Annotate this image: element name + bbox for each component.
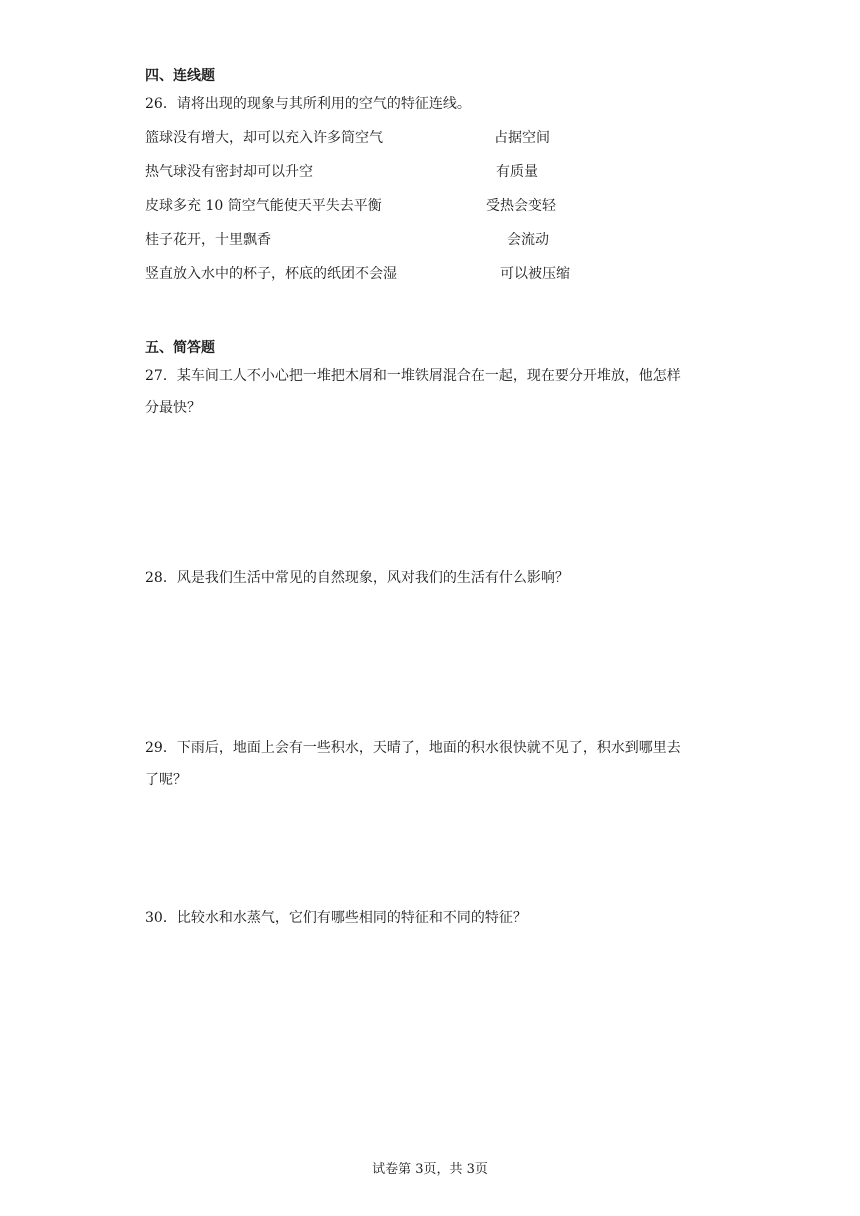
question-26-prompt: 26．请将出现的现象与其所利用的空气的特征连线。 <box>145 96 471 112</box>
question-29-line-2: 了呢？ <box>145 772 187 788</box>
matching-left-item-1: 篮球没有增大，却可以充入许多筒空气 <box>145 130 383 146</box>
matching-right-item-1: 占据空间 <box>494 130 550 146</box>
matching-right-item-2: 有质量 <box>496 164 538 180</box>
matching-right-item-5: 可以被压缩 <box>500 266 570 282</box>
page-footer: 试卷第 3页，共 3页 <box>372 1162 488 1177</box>
matching-right-item-4: 会流动 <box>507 232 549 248</box>
question-29-line-1: 29．下雨后，地面上会有一些积水，天晴了，地面的积水很快就不见了，积水到哪里去 <box>145 740 681 756</box>
question-30-line-1: 30．比较水和水蒸气，它们有哪些相同的特征和不同的特征？ <box>145 910 527 926</box>
question-28-line-1: 28．风是我们生活中常见的自然现象，风对我们的生活有什么影响？ <box>145 570 569 586</box>
matching-right-item-3: 受热会变轻 <box>486 198 556 214</box>
question-27-line-1: 27．某车间工人不小心把一堆把木屑和一堆铁屑混合在一起，现在要分开堆放，他怎样 <box>145 368 681 384</box>
matching-left-item-4: 桂子花开，十里飘香 <box>145 232 271 248</box>
matching-left-item-3: 皮球多充 10 筒空气能使天平失去平衡 <box>145 198 382 214</box>
section-heading-4: 四、连线题 <box>145 68 215 84</box>
matching-left-item-5: 竖直放入水中的杯子，杯底的纸团不会湿 <box>145 266 397 282</box>
matching-left-item-2: 热气球没有密封却可以升空 <box>145 164 313 180</box>
section-heading-5: 五、简答题 <box>145 340 215 356</box>
question-27-line-2: 分最快？ <box>145 400 201 416</box>
